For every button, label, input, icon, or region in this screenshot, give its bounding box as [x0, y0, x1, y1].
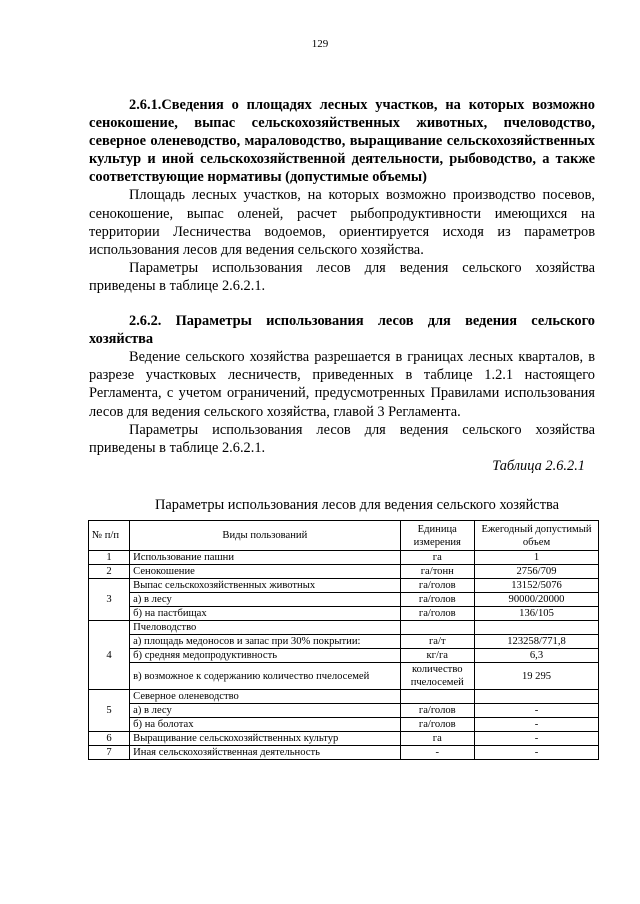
table-row — [89, 718, 599, 732]
row-volume: 136/105 — [475, 607, 599, 621]
header-kind: Виды пользований — [130, 521, 400, 551]
section-2-6-1-paragraph-2: Параметры использования лесов для ведения сельского хозяйства приведены в таблице 2.6.2.1. — [89, 259, 595, 294]
row-volume: 90000/20000 — [475, 593, 599, 607]
section-2-6-2-paragraph-2: Параметры использования лесов для ведения сельского хозяйства приведены в таблице 2.6.2.1. — [89, 421, 595, 456]
table-row — [89, 593, 599, 607]
page-number: 129 — [311, 38, 329, 50]
row-kind: б) на пастбищах — [130, 607, 400, 621]
table-row — [89, 732, 599, 746]
row-unit: га/голов — [400, 718, 475, 732]
section-2-6-1-heading: 2.6.1.Сведения о площадях лесных участков, на которых возможно сенокошение, выпас сельскохозяйственных животных, пчеловодство, северное оленеводство, мараловодство, выращивание сельскохозяйственных культур и иной сельскохозяйственной деятельности, рыбоводство, а также соответствующие нормативы (допустимые объемы) — [89, 97, 595, 186]
row-volume: - — [475, 704, 599, 718]
table-row — [89, 649, 599, 663]
row-volume: - — [475, 746, 599, 760]
row-volume: 13152/5076 — [475, 579, 599, 593]
row-unit: га/голов — [400, 579, 475, 593]
section-2-6-2-paragraph-1: Ведение сельского хозяйства разрешается в границах лесных кварталов, в разрезе участковых лесничеств, приведенных в таблице 1.2.1 настоящего Регламента, с учетом ограничений, предусмотренных Правилами использования лесов для ведения сельского хозяйства, главой 3 Регламента. — [89, 349, 595, 420]
parameters-table — [88, 520, 599, 760]
row-number: 7 — [89, 746, 130, 760]
row-number: 5 — [89, 690, 130, 732]
row-kind: а) в лесу — [130, 593, 400, 607]
row-unit: га — [400, 732, 475, 746]
row-volume: 1 — [475, 551, 599, 565]
row-kind: а) в лесу — [130, 704, 400, 718]
row-volume: 123258/771,8 — [475, 635, 599, 649]
table-row — [89, 551, 599, 565]
table-row — [89, 579, 599, 593]
table-row — [89, 663, 599, 690]
row-unit — [400, 621, 475, 635]
table-title: Параметры использования лесов для ведения сельского хозяйства — [155, 496, 559, 513]
row-kind: а) площадь медоносов и запас при 30% покрытии: — [130, 635, 400, 649]
row-kind: б) на болотах — [130, 718, 400, 732]
table-row — [89, 704, 599, 718]
row-kind: Выращивание сельскохозяйственных культур — [130, 732, 400, 746]
row-volume: 19 295 — [475, 663, 599, 690]
header-volume: Ежегодный допустимый объем — [475, 521, 599, 551]
row-kind: Использование пашни — [130, 551, 400, 565]
row-number: 1 — [89, 551, 130, 565]
header-number: № п/п — [89, 521, 130, 551]
row-kind: Пчеловодство — [130, 621, 400, 635]
row-kind: Северное оленеводство — [130, 690, 400, 704]
table-row — [89, 607, 599, 621]
row-unit: га/голов — [400, 607, 475, 621]
row-unit — [400, 690, 475, 704]
section-2-6-1-paragraph-1: Площадь лесных участков, на которых возможно производство посевов, сенокошение, выпас оленей, расчет рыбопродуктивности имеющихся на территории Лесничества водоемов, ориентируется исходя из параметров использования лесов для ведения сельского хозяйства. — [89, 187, 595, 258]
row-number: 2 — [89, 565, 130, 579]
row-kind: в) возможное к содержанию количество пчелосемей — [130, 663, 400, 690]
row-unit: га/голов — [400, 704, 475, 718]
row-unit: кг/га — [400, 649, 475, 663]
row-unit: количество пчелосемей — [400, 663, 475, 690]
row-volume — [475, 621, 599, 635]
row-unit: га/голов — [400, 593, 475, 607]
document-body — [89, 96, 595, 514]
row-number: 3 — [89, 579, 130, 621]
row-volume: 2756/709 — [475, 565, 599, 579]
row-volume: - — [475, 732, 599, 746]
row-volume — [475, 690, 599, 704]
table-label: Таблица 2.6.2.1 — [492, 457, 585, 474]
row-kind: Сенокошение — [130, 565, 400, 579]
row-unit: - — [400, 746, 475, 760]
row-kind: б) средняя медопродуктивность — [130, 649, 400, 663]
table-row — [89, 621, 599, 635]
row-unit: га — [400, 551, 475, 565]
table-row — [89, 635, 599, 649]
row-unit: га/тонн — [400, 565, 475, 579]
header-unit: Единица измерения — [400, 521, 475, 551]
row-kind: Выпас сельскохозяйственных животных — [130, 579, 400, 593]
row-unit: га/т — [400, 635, 475, 649]
table-header-row — [89, 521, 599, 551]
section-2-6-2-heading: 2.6.2. Параметры использования лесов для ведения сельского хозяйства — [89, 313, 595, 348]
row-volume: - — [475, 718, 599, 732]
table-row — [89, 746, 599, 760]
row-number: 4 — [89, 621, 130, 690]
row-number: 6 — [89, 732, 130, 746]
row-volume: 6,3 — [475, 649, 599, 663]
table-row — [89, 690, 599, 704]
row-kind: Иная сельскохозяйственная деятельность — [130, 746, 400, 760]
table-row — [89, 565, 599, 579]
